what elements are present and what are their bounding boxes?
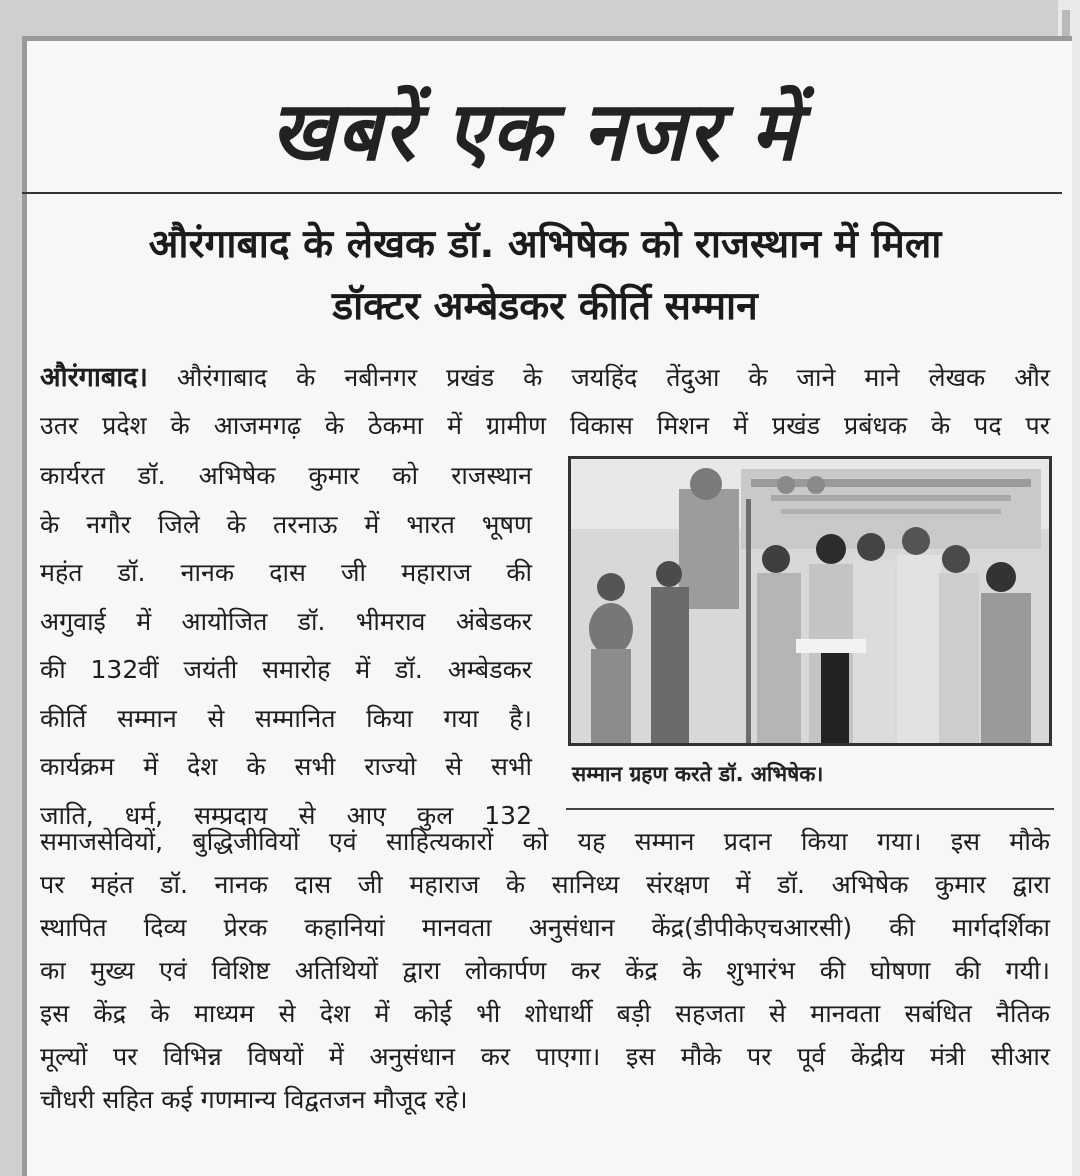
article-intro <box>40 354 1050 450</box>
masthead-rule <box>22 192 1062 194</box>
headline-line-2: डॉक्टर अम्बेडकर कीर्ति सम्मान <box>332 284 758 329</box>
body-line: पर महंत डॉ. नानक दास जी महाराज के सानिध्य संरक्षण में डॉ. अभिषेक कुमार द्वारा <box>40 870 1050 899</box>
body-line: इस केंद्र के माध्यम से देश में कोई भी शोधार्थी बड़ी सहजता से मानवता सबंधित नैतिक <box>40 999 1050 1028</box>
intro-line-1: औरंगाबाद के नबीनगर प्रखंड के जयहिंद तेंदुआ के जाने माने लेखक और <box>176 363 1050 392</box>
intro-line-2: उतर प्रदेश के आजमगढ़ के ठेकमा में ग्रामीण विकास मिशन में प्रखंड प्रबंधक के पद पर <box>40 411 1050 440</box>
body-line: का मुख्य एवं विशिष्ट अतिथियों द्वारा लोकार्पण कर केंद्र के शुभारंभ की घोषणा की गयी। <box>40 956 1050 985</box>
column-line: की 132वीं जयंती समारोह में डॉ. अम्बेडकर <box>40 655 532 684</box>
column-line: कार्यरत डॉ. अभिषेक कुमार को राजस्थान <box>40 461 532 490</box>
column-line: के नगौर जिले के तरनाऊ में भारत भूषण <box>40 509 532 539</box>
section-masthead: खबरें एक नजर में <box>270 84 800 180</box>
body-line: समाजसेवियों, बुद्धिजीवियों एवं साहित्यकारों को यह सम्मान प्रदान किया गया। इस मौके <box>40 827 1050 856</box>
article-body <box>40 820 1050 1121</box>
column-line: महंत डॉ. नानक दास जी महाराज की <box>40 558 532 587</box>
headline-line-1: औरंगाबाद के लेखक डॉ. अभिषेक को राजस्थान में मिला <box>148 222 942 267</box>
body-line: चौधरी सहित कई गणमान्य विद्वतजन मौजूद रहे। <box>40 1085 468 1114</box>
article-column <box>40 452 532 840</box>
dateline: औरंगाबाद। <box>40 362 148 393</box>
article-headline <box>40 214 1050 338</box>
body-line: मूल्यों पर विभिन्न विषयों में अनुसंधान कर पाएगा। इस मौके पर पूर्व केंद्रीय मंत्री सीआर <box>40 1042 1050 1071</box>
award-photo-image <box>571 459 1049 743</box>
award-photo <box>568 456 1052 746</box>
caption-rule <box>566 808 1054 810</box>
photo-caption: सम्मान ग्रहण करते डॉ. अभिषेक। <box>572 762 824 786</box>
body-line: स्थापित दिव्य प्रेरक कहानियां मानवता अनुसंधान केंद्र(डीपीकेएचआरसी) की मार्गदर्शिका <box>40 913 1050 942</box>
column-line: जाति, धर्म, सम्प्रदाय से आए कुल 132 <box>40 800 532 830</box>
column-line: अगुवाई में आयोजित डॉ. भीमराव अंबेडकर <box>40 606 532 636</box>
column-line: कीर्ति सम्मान से सम्मानित किया गया है। <box>40 703 532 733</box>
column-line: कार्यक्रम में देश के सभी राज्यो से सभी <box>40 752 532 781</box>
